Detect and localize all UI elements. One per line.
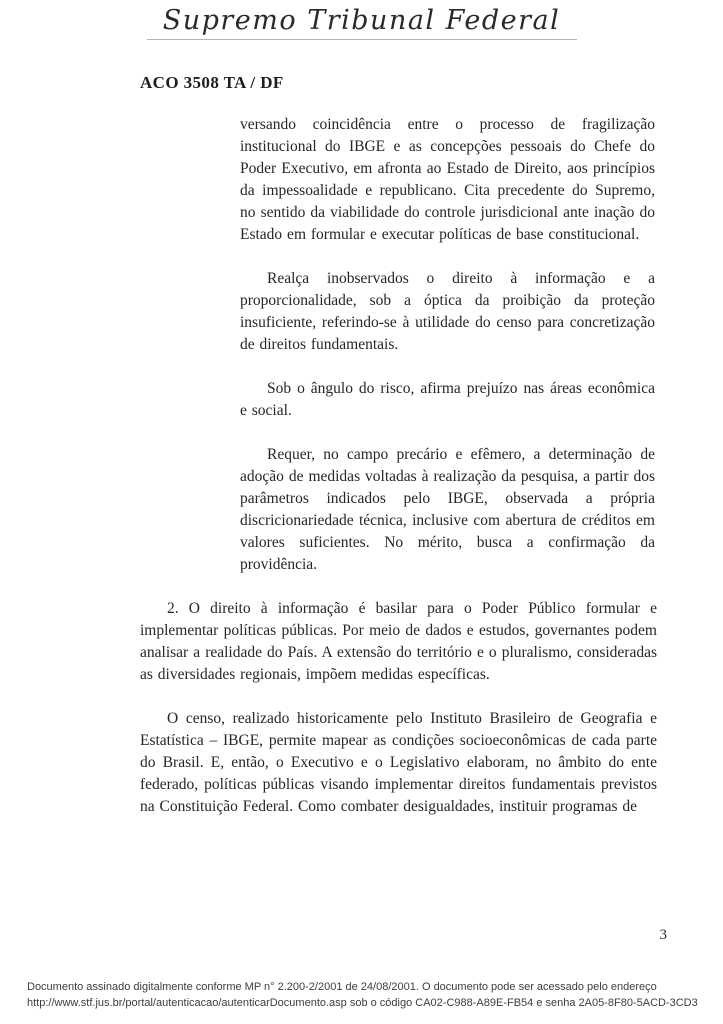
- body-paragraph: O censo, realizado historicamente pelo Instituto Brasileiro de Geografia e Estatística – IBGE, permite mapear as condições socioeconômicas de cada parte do Brasil. E, então, o Executivo e o Legislativo elaboram, no âmbito do ente federado, políticas públicas visando implementar direitos fundamentais previstos na Constituição Federal. Como combater desigualdades, instituir programas de: [140, 710, 657, 815]
- court-name: Supremo Tribunal Federal: [162, 5, 561, 36]
- main-text-block: [140, 598, 657, 818]
- page-number: 3: [659, 927, 667, 943]
- quoted-paragraph: versando coincidência entre o processo de fragilização institucional do IBGE e as concepções pessoais do Chefe do Poder Executivo, em afronta ao Estado de Direito, aos princípios da impessoalidade e republicano. Cita precedente do Supremo, no sentido da viabilidade do controle jurisdicional ante inação do Estado em formular e executar políticas de base constitucional.: [240, 116, 655, 243]
- quoted-paragraph: Sob o ângulo do risco, afirma prejuízo nas áreas econômica e social.: [240, 380, 655, 419]
- case-number: ACO 3508 TA / DF: [140, 73, 284, 92]
- signature-footer-line1: Documento assinado digitalmente conforme MP n° 2.200-2/2001 de 24/08/2001. O documento pode ser acessado pelo endereço: [27, 981, 657, 993]
- quoted-block: [240, 114, 655, 576]
- letterhead-rule: [147, 39, 577, 40]
- body-paragraph: 2. O direito à informação é basilar para o Poder Público formular e implementar políticas públicas. Por meio de dados e estudos, governantes podem analisar a realidade do País. A extensão do território e o pluralismo, consideradas as diversidades regionais, impõem medidas específicas.: [140, 600, 657, 683]
- letterhead: [0, 0, 723, 40]
- signature-footer-line2: http://www.stf.jus.br/portal/autenticacao/autenticarDocumento.asp sob o código CA02-C988-A89E-FB54 e senha 2A05-8F80-5ACD-3CD3: [27, 997, 698, 1009]
- signature-footer: [27, 979, 698, 1011]
- quoted-paragraph: Requer, no campo precário e efêmero, a determinação de adoção de medidas voltadas à realização da pesquisa, a partir dos parâmetros indicados pelo IBGE, observada a própria discricionariedade técnica, inclusive com abertura de créditos em valores suficientes. No mérito, busca a confirmação da providência.: [240, 446, 655, 573]
- quoted-paragraph: Realça inobservados o direito à informação e a proporcionalidade, sob a óptica da proibição da proteção insuficiente, referindo-se à utilidade do censo para concretização de direitos fundamentais.: [240, 270, 655, 353]
